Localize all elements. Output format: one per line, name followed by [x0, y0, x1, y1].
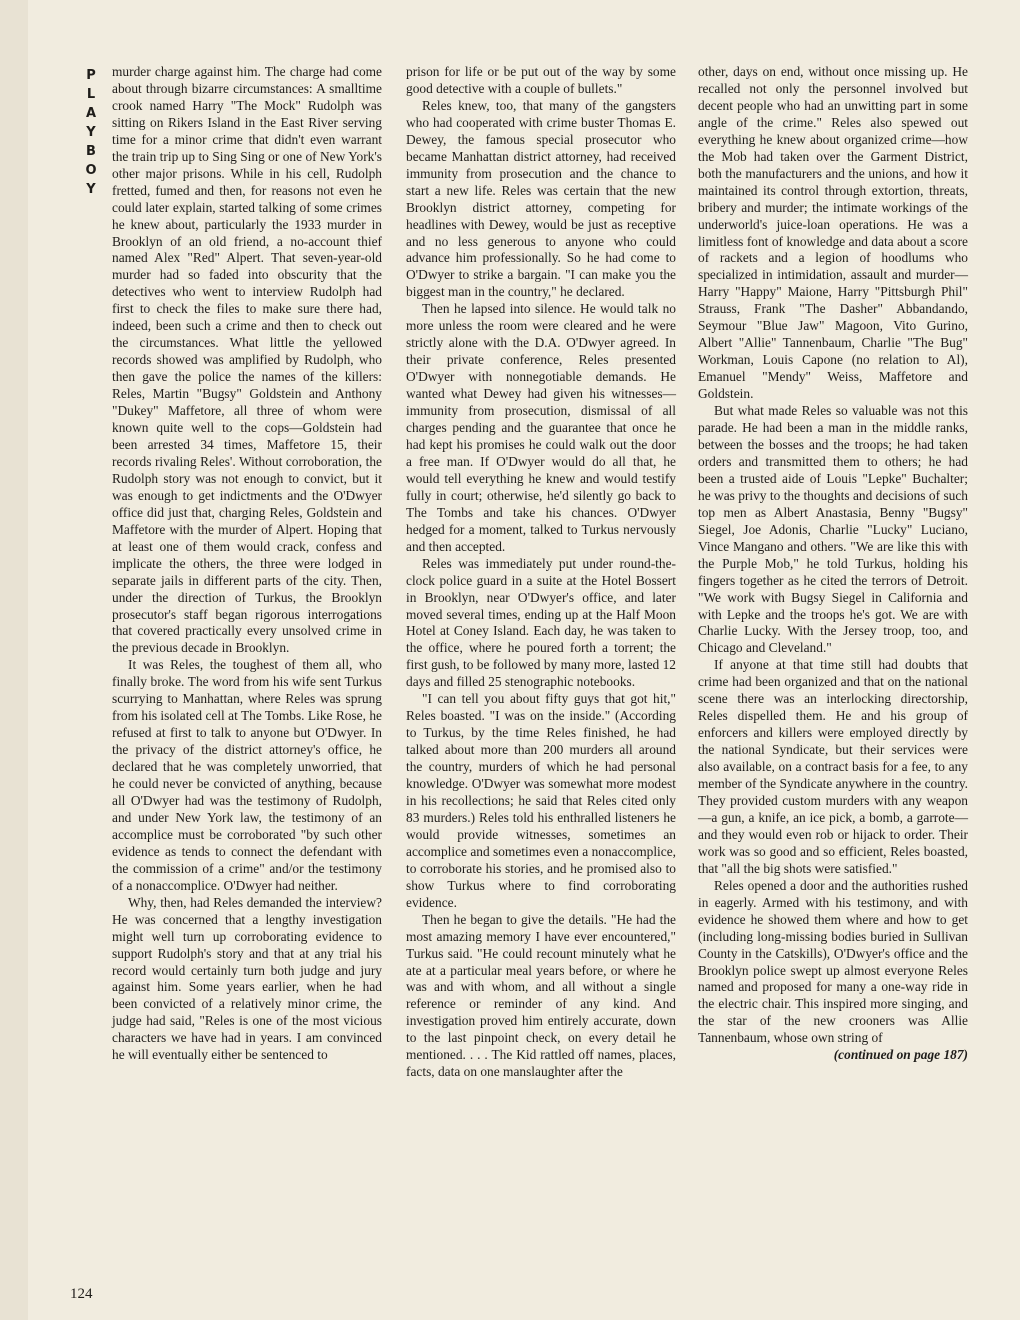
running-head-letter: Y	[86, 182, 96, 197]
paragraph: But what made Reles so valuable was not this parade. He had been a man in the middle ranks, between the bosses and the troops; he had taken orders and transmitted them to others; he had been a trusted aide of Louis "Lepke" Buchalter; he was privy to the thoughts and decisions of such top men as Albert Anastasia, Benny "Bugsy" Siegel, Joe Adonis, Charlie "Lucky" Luciano, Vince Mangano and others. "We are like this with the Purple Mob," he told Turkus, holding his fingers together as he cited the terrors of Detroit. "We work with Bugsy Siegel in California and with Lepke and the troops he's got. We are with Charlie Lucky. With the Jersey troop, too, and Chicago and Cleveland."	[698, 403, 968, 656]
paragraph: It was Reles, the toughest of them all, who finally broke. The word from his wife sent Turkus scurrying to Manhattan, where Reles was sprung from his isolated cell at The Tombs. Like Rose, he refused at first to talk to anyone but O'Dwyer. In the privacy of the district attorney's office, he declared that he was completely unworried, that he could never be convicted of anything, because all O'Dwyer had was the testimony of Rudolph, and under New York law, the testimony of an accomplice must be corroborated "by such other evidence as tends to connect the defendant with the commission of a crime" and/or the testimony of a nonaccomplice. O'Dwyer had neither.	[112, 657, 382, 893]
running-head-letter: O	[85, 163, 97, 178]
paragraph: Then he lapsed into silence. He would talk no more unless the room were cleared and he were strictly alone with the D.A. O'Dwyer agreed. In their private conference, Reles presented O'Dwyer with nonnegotiable demands. He wanted what Dewey had given his witnesses—immunity from prosecution, dismissal of all charges pending and the guarantee that once he had kept his promises he could walk out the door a free man. If O'Dwyer would do all that, he would tell everything he knew and would testify fully in court; otherwise, he'd silently go back to The Tombs and take his chances. O'Dwyer hedged for a moment, talked to Turkus nervously and then accepted.	[406, 301, 676, 554]
paragraph: prison for life or be put out of the way by some good detective with a couple of bullets."	[406, 64, 676, 96]
paragraph: "I can tell you about fifty guys that got hit," Reles boasted. "I was on the inside." (According to Turkus, by the time Reles finished, he had talked about more than 200 murders all around the country, murders of which he had personal knowledge. O'Dwyer was somewhat more modest in his recollections; he said that Reles cited only 83 murders.) Reles told his enthralled listeners he would provide witnesses, sometimes an accomplice and sometimes even a nonaccomplice, to corroborate his stories, and he promised also to show Turkus where to find corroborating evidence.	[406, 691, 676, 910]
running-head-letter: A	[85, 106, 97, 121]
paragraph: other, days on end, without once missing up. He recalled not only the personnel involved but decent people who had an unwitting part in some angle of the crime." Reles also spewed out everything he knew about organized crime—how the Mob had taken over the Garment District, both the manufacturers and the unions, and how it maintained its control through extortion, threats, bribery and murder; the intimate workings of the underworld's juice-loan operations. He was a limitless font of knowledge and data about a score of rackets and a legion of hoodlums who specialized in intimidation, assault and murder—Harry "Happy" Maione, Harry "Pittsburgh Phil" Strauss, Frank "The Dasher" Abbandando, Seymour "Blue Jaw" Magoon, Vito Gurino, Albert "Allie" Tannenbaum, Charlie "The Bug" Workman, Louis Capone (no relation to Al), Emanuel "Mendy" Weiss, Maffetore and Goldstein.	[698, 64, 968, 402]
running-head-letter: Y	[86, 125, 96, 140]
text-column-2	[406, 64, 676, 1081]
running-head-letter: L	[86, 87, 96, 102]
paragraph: Why, then, had Reles demanded the interview? He was concerned that a lengthy investigation might well turn up corroborating evidence to support Rudolph's story and that at any trial his record would certainly turn both judge and jury against him. Some years earlier, when he had been convicted of a relatively minor crime, the judge had said, "Reles is one of the most vicious characters we have had in years. I am convinced he will eventually either be sentenced to	[112, 894, 382, 1063]
paragraph: Reles knew, too, that many of the gangsters who had cooperated with crime buster Thomas E. Dewey, the famous special prosecutor who became Manhattan district attorney, had received immunity from prosecution and the chance to start a new life. Reles was certain that the new Brooklyn district attorney, competing for headlines with Dewey, would be just as receptive and no less generous to anyone who could advance him professionally. So he had come to O'Dwyer to strike a bargain. "I can make you the biggest man in the country," he declared.	[406, 97, 676, 300]
paragraph: Reles opened a door and the authorities rushed in eagerly. Armed with his testimony, and with evidence he showed them where and how to get (including long-missing bodies buried in Sullivan County in the Catskills), O'Dwyer's office and the Brooklyn police swept up almost everyone Reles named and proposed for many a one-way ride in the electric chair. This inspired more singing, and the star of the new crooners was Allie Tannenbaum, whose own string of	[698, 877, 968, 1046]
running-head	[82, 66, 100, 199]
page-number: 124	[70, 1286, 93, 1302]
paragraph: Reles was immediately put under round-the-clock police guard in a suite at the Hotel Bossert in Brooklyn, near O'Dwyer's office, and later moved several times, ending up at the Half Moon Hotel at Coney Island. Each day, he was taken to the office, where he poured forth a torrent; the first gush, to be followed by many more, lasted 12 days and filled 25 stenographic notebooks.	[406, 555, 676, 690]
scan-edge	[0, 0, 28, 1320]
running-head-letter: B	[86, 144, 96, 159]
text-column-1	[112, 64, 382, 1064]
paragraph: Then he began to give the details. "He had the most amazing memory I have ever encountered," Turkus said. "He could recount minutely what he ate at a particular meal years before, or where he was and with whom, and all without a single reference or reminder of any kind. And investigation proved him entirely accurate, down to the last pinpoint check, on every detail he mentioned. . . . The Kid rattled off names, places, facts, data on one manslaughter after the	[406, 911, 676, 1080]
paragraph: murder charge against him. The charge had come about through bizarre circumstances: A smalltime crook named Harry "The Mock" Rudolph was sitting on Rikers Island in the East River serving time for a minor crime that didn't even warrant the train trip up to Sing Sing or one of New York's other major prisons. While in his cell, Rudolph fretted, fumed and then, for reasons not even he could later explain, started talking of some crimes he knew about, particularly the 1933 murder in Brooklyn of an old friend, a no-account thief named Alex "Red" Alpert. That seven-year-old murder had so faded into obscurity that the detectives who went to interview Rudolph had first to check the files to make sure there had, indeed, been such a crime and then to check out the circumstances. What little the yellowed records showed was amplified by Rudolph, who then gave the police the names of the killers: Reles, Martin "Bugsy" Goldstein and Anthony "Dukey" Maffetore, all three of whom were known quite well to the cops—Goldstein had been arrested 34 times, Maffetore 15, their records rivaling Reles'. Without corroboration, the Rudolph story was not enough to convict, but it was enough to get indictments and the O'Dwyer office did just that, charging Reles, Goldstein and Maffetore with the murder of Alpert. Hoping that at least one of them would crack, confess and implicate the others, the three were lodged in separate jails in different parts of the city. Then, under the direction of Turkus, the Brooklyn prosecutor's staff began rigorous interrogations that covered practically every unsolved crime in the previous decade in Brooklyn.	[112, 64, 382, 656]
text-column-3	[698, 64, 968, 1064]
paragraph: If anyone at that time still had doubts that crime had been organized and that on the national scene there was an interlocking directorship, Reles dispelled them. He and his group of enforcers and killers were employed directly by the national Syndicate, but their services were also available, on a contract basis for a fee, to any member of the Syndicate anywhere in the country. They provided custom murders with any weapon—a gun, a knife, an ice pick, a bomb, a garrote—and they would even rob or hijack to order. Their work was so good and so efficient, Reles boasted, that "all the big shots were satisfied."	[698, 657, 968, 876]
running-head-letter: P	[86, 68, 96, 83]
continued-note: (continued on page 187)	[833, 1047, 968, 1063]
